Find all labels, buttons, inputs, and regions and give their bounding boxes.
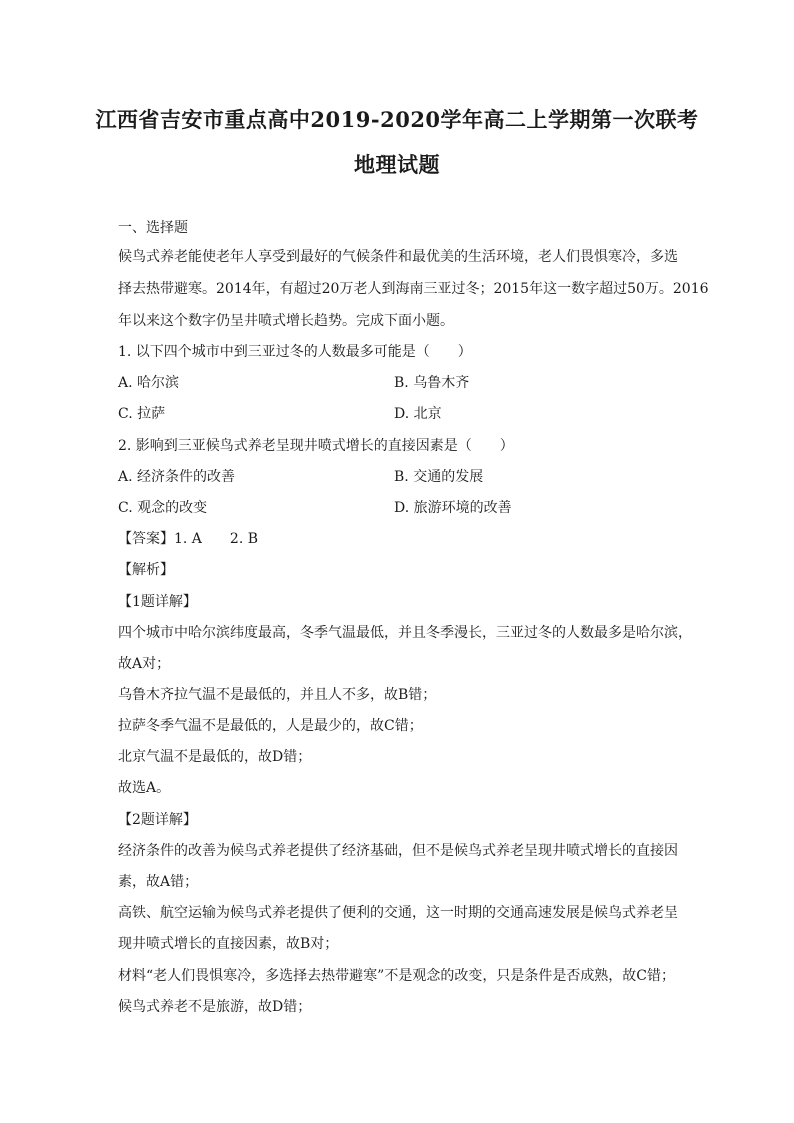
q2-detail-line: 素，故A错； [118, 874, 199, 890]
question-1-stem: 1. 以下四个城市中到三亚过冬的人数最多可能是（ ） [118, 344, 472, 360]
q2-detail-line: 候鸟式养老不是旅游，故D错； [118, 999, 312, 1015]
intro-line: 年以来这个数字仍呈井喷式增长趋势。完成下面小题。 [118, 313, 454, 329]
question-1-option-c: C. 拉萨 [118, 406, 166, 422]
q1-detail-line: 拉萨冬季气温不是最低的，人是最少的，故C错； [118, 718, 423, 734]
question-2-stem: 2. 影响到三亚候鸟式养老呈现井喷式增长的直接因素是（ ） [118, 438, 514, 454]
q1-detail-line: 北京气温不是最低的，故D错； [118, 749, 312, 765]
intro-line: 候鸟式养老能使老年人享受到最好的气候条件和最优美的生活环境，老人们畏惧寒冷，多选 [118, 249, 678, 265]
q1-detail-line: 四个城市中哈尔滨纬度最高，冬季气温最低，并且冬季漫长，三亚过冬的人数最多是哈尔滨， [118, 625, 692, 641]
q1-detail-heading: 【1题详解】 [118, 594, 197, 610]
answer-line: 【答案】1. A 2. B [118, 531, 259, 547]
document-title: 江西省吉安市重点高中2019-2020学年高二上学期第一次联考 [95, 107, 699, 132]
analysis-heading: 【解析】 [118, 562, 174, 578]
q2-detail-line: 现井喷式增长的直接因素，故B对； [118, 936, 339, 952]
question-1-option-b: B. 乌鲁木齐 [394, 375, 470, 391]
question-2-option-d: D. 旅游环境的改善 [394, 500, 512, 516]
q2-detail-line: 高铁、航空运输为候鸟式养老提供了便利的交通，这一时期的交通高速发展是候鸟式养老呈 [118, 905, 678, 921]
q1-detail-line: 故选A。 [118, 780, 171, 796]
question-1-option-a: A. 哈尔滨 [118, 375, 180, 391]
intro-line: 择去热带避寒。2014年，有超过20万老人到海南三亚过冬；2015年这一数字超过50万。2016 [118, 281, 709, 297]
question-2-option-a: A. 经济条件的改善 [118, 469, 236, 485]
q1-detail-line: 乌鲁木齐拉气温不是最低的，并且人不多，故B错； [118, 687, 437, 703]
question-2-option-b: B. 交通的发展 [394, 469, 484, 485]
q2-detail-line: 经济条件的改善为候鸟式养老提供了经济基础，但不是候鸟式养老呈现井喷式增长的直接因 [118, 843, 678, 859]
q2-detail-line: 材料“老人们畏惧寒冷，多选择去热带避寒”不是观念的改变，只是条件是否成熟，故C错； [118, 968, 676, 984]
section-heading: 一、选择题 [118, 220, 188, 236]
q1-detail-line: 故A对； [118, 656, 171, 672]
document-subtitle: 地理试题 [354, 152, 440, 177]
question-2-option-c: C. 观念的改变 [118, 500, 208, 516]
question-1-option-d: D. 北京 [394, 406, 442, 422]
q2-detail-heading: 【2题详解】 [118, 812, 197, 828]
